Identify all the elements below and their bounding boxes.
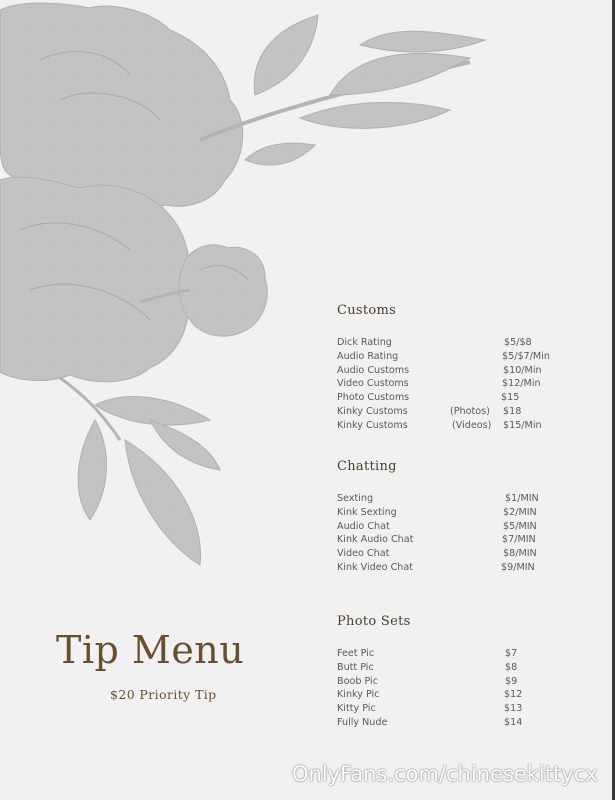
item-name: Kink Audio Chat [337, 534, 414, 546]
item-price: $15 [501, 392, 520, 404]
item-name: Audio Chat [337, 520, 390, 532]
menu-item [337, 561, 535, 575]
menu-item [337, 492, 539, 506]
item-name: Dick Rating [337, 337, 392, 348]
item-name: Kinky Customs [337, 419, 408, 431]
menu-item [337, 675, 518, 689]
item-name: Sexting [337, 493, 374, 504]
item-name: Butt Pic [337, 661, 374, 673]
chatting-section [337, 459, 539, 575]
item-name: Kink Sexting [337, 506, 397, 518]
menu-item [337, 661, 518, 675]
photo-sets-section [337, 614, 523, 730]
menu-item [337, 647, 518, 661]
item-name: Video Customs [337, 378, 409, 390]
item-price: $7/MIN [502, 534, 536, 546]
peony-bud [179, 245, 267, 336]
menu-item [337, 419, 542, 433]
leaf-upper-5 [245, 143, 315, 165]
menu-item [337, 533, 536, 547]
item-name: Kinky Customs [337, 405, 408, 417]
item-price: $8/MIN [503, 548, 537, 560]
item-price: $12 [504, 689, 523, 701]
item-price: $8 [505, 661, 518, 673]
item-name: Photo Customs [337, 392, 410, 404]
chatting-heading: Chatting [337, 459, 397, 474]
customs-section [337, 303, 550, 433]
item-price: $10/Min [503, 364, 542, 376]
item-note: (Videos) [452, 419, 492, 431]
priority-tip-subtitle: $20 Priority Tip [110, 687, 217, 702]
item-price: $15/Min [503, 419, 542, 431]
item-name: Audio Customs [337, 364, 410, 376]
tip-menu-title: Tip Menu [56, 628, 245, 672]
leaf-lower-4 [150, 420, 220, 470]
customs-heading: Customs [337, 303, 397, 318]
leaf-upper-2 [330, 53, 470, 95]
menu-item [337, 702, 523, 716]
menu-item [337, 364, 542, 378]
item-name: Kitty Pic [337, 703, 376, 715]
item-name: Feet Pic [337, 648, 375, 659]
item-price: $5/$8 [504, 337, 532, 348]
item-price: $5/MIN [503, 520, 537, 532]
item-price: $7 [505, 648, 518, 659]
leaf-upper-3 [360, 31, 485, 52]
watermark-text: OnlyFans.com/chinesekittycx [292, 762, 598, 786]
item-name: Fully Nude [337, 716, 388, 728]
item-price: $12/Min [502, 378, 541, 390]
item-price: $1/MIN [505, 493, 539, 504]
item-price: $13 [504, 703, 523, 715]
item-name: Boob Pic [337, 675, 378, 687]
menu-item [337, 405, 522, 419]
item-price: $9/MIN [501, 561, 535, 573]
item-price: $5/$7/Min [502, 350, 550, 362]
menu-item [337, 506, 537, 520]
peony-flower-middle [0, 177, 189, 382]
item-price: $18 [503, 405, 522, 417]
menu-item [337, 336, 532, 350]
item-price: $14 [504, 716, 523, 728]
item-name: Audio Rating [337, 350, 399, 362]
menu-item [337, 547, 537, 561]
item-name: Video Chat [337, 548, 390, 560]
item-name: Kinky Pic [337, 689, 380, 701]
menu-item [337, 377, 541, 391]
item-name: Kink Video Chat [337, 561, 413, 573]
leaf-upper-4 [300, 102, 450, 128]
menu-item [337, 520, 537, 534]
item-note: (Photos) [450, 405, 490, 417]
menu-item [337, 688, 523, 702]
menu-item [337, 716, 523, 730]
photo-sets-heading: Photo Sets [337, 614, 411, 629]
item-price: $9 [505, 675, 518, 687]
menu-item [337, 391, 520, 405]
leaf-lower-2 [78, 420, 106, 520]
menu-item [337, 350, 550, 364]
item-price: $2/MIN [503, 506, 537, 518]
leaf-upper-1 [254, 15, 318, 95]
